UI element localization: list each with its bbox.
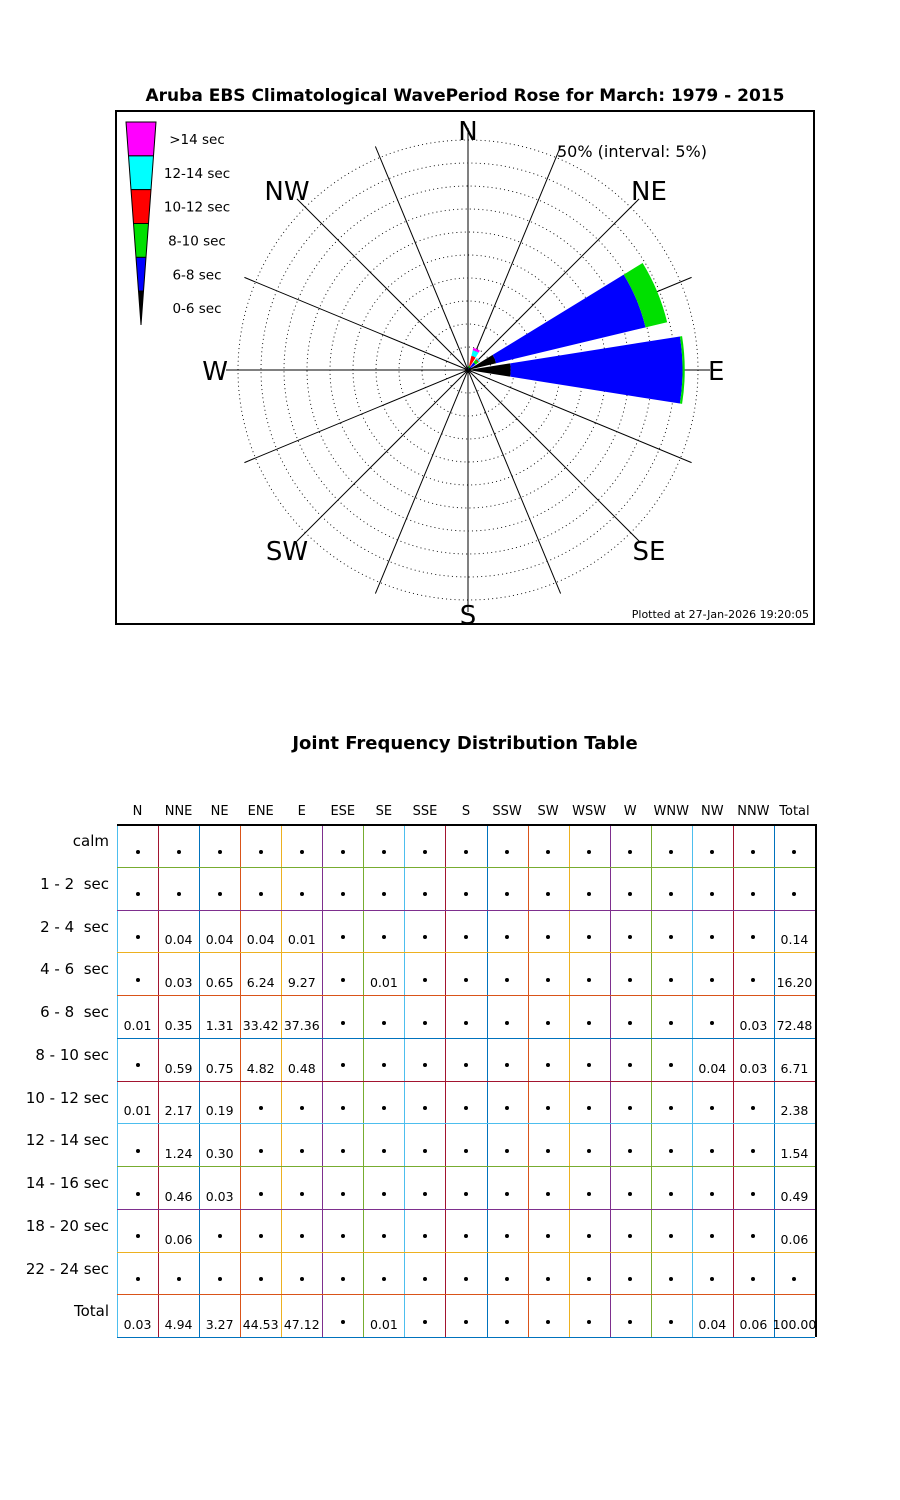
rose-spoke: [297, 370, 468, 541]
table-cell-value: 0.01: [123, 1017, 152, 1033]
plot-timestamp: Plotted at 27-Jan-2026 19:20:05: [631, 608, 809, 621]
grid-vline: [815, 824, 817, 1337]
table-cell-zero: [792, 892, 796, 896]
table-cell-zero: [587, 1021, 591, 1025]
table-cell-zero: [259, 892, 263, 896]
table-cell-zero: [751, 1149, 755, 1153]
table-cell-zero: [464, 892, 468, 896]
table-cell-value: 0.01: [123, 1103, 152, 1119]
table-cell-zero: [505, 1149, 509, 1153]
table-cell-zero: [710, 935, 714, 939]
grid-hline: [117, 995, 815, 996]
rose-spoke: [375, 146, 468, 370]
table-cell-zero: [136, 978, 140, 982]
table-cell-zero: [259, 1234, 263, 1238]
table-cell-value: 2.17: [164, 1103, 193, 1119]
table-cell-zero: [300, 1277, 304, 1281]
table-cell-zero: [710, 1192, 714, 1196]
table-cell-value: 9.27: [287, 975, 316, 990]
table-cell-zero: [505, 1063, 509, 1067]
table-cell-zero: [341, 1320, 345, 1324]
table-cell-zero: [628, 1320, 632, 1324]
table-cell-zero: [587, 1277, 591, 1281]
column-header-SSE: SSE: [412, 804, 438, 819]
table-cell-value: 16.20: [776, 975, 813, 990]
table-cell-value: 6.71: [780, 1060, 809, 1076]
table-cell-zero: [587, 1149, 591, 1153]
table-cell-zero: [669, 892, 673, 896]
table-cell-value: 0.06: [739, 1317, 768, 1332]
table-cell-zero: [464, 1063, 468, 1067]
table-cell-zero: [710, 1021, 714, 1025]
table-cell-zero: [300, 892, 304, 896]
table-cell-zero: [628, 935, 632, 939]
table-cell-value: 0.46: [164, 1188, 193, 1204]
table-cell-zero: [382, 1063, 386, 1067]
rose-direction-label-NW: NW: [264, 177, 310, 207]
table-cell-zero: [669, 978, 673, 982]
table-cell-zero: [177, 892, 181, 896]
table-cell-zero: [300, 1106, 304, 1110]
table-cell-zero: [382, 850, 386, 854]
table-cell-value: 47.12: [283, 1317, 320, 1332]
table-cell-zero: [423, 1192, 427, 1196]
table-cell-zero: [423, 892, 427, 896]
table-cell-zero: [587, 1234, 591, 1238]
table-cell-zero: [136, 892, 140, 896]
table-cell-zero: [546, 978, 550, 982]
table-cell-zero: [546, 892, 550, 896]
table-cell-zero: [464, 850, 468, 854]
table-cell-value: 0.04: [698, 1060, 727, 1076]
table-cell-zero: [300, 850, 304, 854]
table-cell-zero: [218, 1277, 222, 1281]
legend-label: 0-6 sec: [172, 301, 222, 318]
table-cell-zero: [505, 1277, 509, 1281]
table-cell-zero: [341, 1106, 345, 1110]
grid-hline: [117, 952, 815, 953]
column-header-WNW: WNW: [653, 804, 689, 819]
rose-spoke: [468, 370, 639, 541]
table-cell-zero: [546, 1277, 550, 1281]
row-label-6: 10 - 12 sec: [25, 1088, 109, 1107]
table-cell-zero: [423, 1063, 427, 1067]
rose-spoke: [468, 370, 561, 594]
table-cell-zero: [546, 1192, 550, 1196]
table-cell-zero: [628, 978, 632, 982]
table-cell-zero: [423, 1106, 427, 1110]
table-cell-zero: [464, 978, 468, 982]
rose-scale-annotation: 50% (interval: 5%): [557, 142, 707, 161]
table-cell-zero: [464, 1106, 468, 1110]
table-cell-zero: [628, 1021, 632, 1025]
table-cell-zero: [587, 1063, 591, 1067]
table-cell-zero: [505, 892, 509, 896]
table-cell-zero: [669, 1320, 673, 1324]
table-cell-zero: [382, 1021, 386, 1025]
legend-swatch-8-10sec: [134, 224, 149, 258]
table-cell-zero: [464, 1277, 468, 1281]
table-cell-zero: [259, 1192, 263, 1196]
legend-swatch-10-12sec: [131, 190, 151, 224]
table-cell-zero: [300, 1192, 304, 1196]
grid-hline: [117, 1294, 815, 1295]
table-cell-value: 0.65: [205, 975, 234, 990]
table-cell-zero: [546, 1106, 550, 1110]
table-cell-zero: [423, 935, 427, 939]
grid-hline: [117, 1038, 815, 1039]
table-cell-value: 100.00: [772, 1317, 817, 1332]
column-header-E: E: [297, 804, 306, 819]
row-label-4: 6 - 8 sec: [40, 1003, 109, 1021]
table-cell-zero: [218, 892, 222, 896]
table-cell-value: 0.01: [369, 975, 398, 990]
table-cell-zero: [464, 1149, 468, 1153]
table-cell-zero: [423, 1234, 427, 1238]
table-cell-zero: [505, 1234, 509, 1238]
table-cell-zero: [587, 1192, 591, 1196]
row-label-8: 14 - 16 sec: [25, 1174, 109, 1192]
table-cell-zero: [628, 850, 632, 854]
table-cell-zero: [259, 850, 263, 854]
table-cell-value: 0.48: [287, 1060, 316, 1076]
table-cell-zero: [505, 850, 509, 854]
table-cell-zero: [136, 850, 140, 854]
row-label-9: 18 - 20 sec: [25, 1216, 109, 1235]
column-header-NNE: NNE: [164, 804, 193, 819]
table-cell-zero: [628, 1192, 632, 1196]
table-cell-value: 44.53: [242, 1317, 279, 1332]
row-label-7: 12 - 14 sec: [25, 1131, 109, 1150]
table-cell-value: 0.75: [205, 1060, 234, 1076]
table-cell-zero: [341, 892, 345, 896]
table-cell-value: 3.27: [205, 1317, 234, 1332]
table-cell-zero: [341, 1149, 345, 1153]
table-cell-zero: [136, 1149, 140, 1153]
table-cell-zero: [341, 1277, 345, 1281]
table-cell-value: 0.03: [164, 975, 193, 990]
table-cell-zero: [341, 935, 345, 939]
table-cell-zero: [669, 1234, 673, 1238]
column-header-SE: SE: [375, 804, 393, 819]
row-label-1: 1 - 2 sec: [40, 874, 109, 893]
table-cell-zero: [710, 1106, 714, 1110]
table-cell-zero: [423, 1277, 427, 1281]
table-cell-zero: [341, 1192, 345, 1196]
table-cell-zero: [546, 1021, 550, 1025]
grid-hline: [117, 1081, 815, 1082]
table-cell-value: 4.94: [164, 1317, 193, 1332]
table-cell-zero: [300, 1234, 304, 1238]
table-cell-zero: [505, 935, 509, 939]
table-cell-zero: [669, 850, 673, 854]
table-cell-zero: [136, 935, 140, 939]
legend-swatch-12-14sec: [129, 156, 154, 190]
table-cell-zero: [587, 978, 591, 982]
table-cell-zero: [505, 978, 509, 982]
wave-rose-chart: [117, 112, 813, 623]
table-cell-zero: [710, 978, 714, 982]
table-cell-value: 0.04: [164, 932, 193, 948]
table-cell-value: 72.48: [776, 1017, 813, 1033]
table-cell-value: 0.04: [698, 1317, 727, 1332]
column-header-N: N: [132, 804, 143, 819]
table-cell-value: 2.38: [780, 1103, 809, 1119]
table-cell-zero: [382, 935, 386, 939]
table-cell-value: 0.03: [739, 1060, 768, 1076]
table-cell-zero: [669, 1106, 673, 1110]
table-cell-zero: [587, 1106, 591, 1110]
table-cell-zero: [669, 935, 673, 939]
table-cell-zero: [300, 1149, 304, 1153]
table-cell-zero: [136, 1063, 140, 1067]
table-cell-value: 0.04: [246, 932, 275, 948]
row-label-11: Total: [73, 1302, 109, 1321]
table-cell-zero: [464, 935, 468, 939]
table-cell-value: 0.14: [780, 932, 809, 948]
jfd-table: [25, 804, 817, 1337]
column-header-W: W: [623, 804, 637, 819]
table-cell-value: 0.30: [205, 1146, 234, 1161]
row-label-2: 2 - 4 sec: [40, 917, 109, 936]
table-cell-value: 0.03: [205, 1188, 234, 1204]
table-cell-value: 0.06: [780, 1231, 809, 1247]
table-cell-zero: [136, 1192, 140, 1196]
column-header-Total: Total: [779, 804, 810, 819]
column-header-WSW: WSW: [572, 804, 607, 819]
table-cell-zero: [341, 850, 345, 854]
table-cell-zero: [751, 892, 755, 896]
rose-direction-label-SE: SE: [632, 537, 666, 567]
rose-plot-frame: [115, 110, 815, 625]
table-cell-zero: [341, 1021, 345, 1025]
column-header-NNW: NNW: [737, 804, 770, 819]
table-cell-zero: [382, 1234, 386, 1238]
table-cell-zero: [382, 1106, 386, 1110]
table-cell-zero: [382, 1277, 386, 1281]
table-cell-zero: [628, 1063, 632, 1067]
grid-hline: [117, 1123, 815, 1124]
column-header-S: S: [461, 804, 471, 819]
table-cell-zero: [464, 1192, 468, 1196]
table-cell-zero: [259, 1149, 263, 1153]
table-cell-zero: [669, 1063, 673, 1067]
table-cell-value: 37.36: [283, 1017, 320, 1033]
table-cell-zero: [751, 1277, 755, 1281]
table-cell-zero: [177, 850, 181, 854]
table-cell-zero: [628, 892, 632, 896]
table-cell-zero: [423, 1021, 427, 1025]
table-cell-value: 0.01: [287, 932, 316, 948]
table-cell-zero: [464, 1234, 468, 1238]
table-cell-zero: [587, 935, 591, 939]
rose-direction-label-N: N: [458, 117, 478, 147]
table-cell-zero: [710, 892, 714, 896]
table-cell-zero: [587, 1320, 591, 1324]
table-cell-zero: [546, 1063, 550, 1067]
table-cell-zero: [382, 1149, 386, 1153]
table-cell-value: 0.01: [369, 1317, 398, 1332]
table-cell-value: 4.82: [246, 1060, 275, 1076]
grid-hline: [117, 910, 815, 911]
table-cell-zero: [751, 1192, 755, 1196]
row-label-10: 22 - 24 sec: [25, 1259, 109, 1278]
legend-label: 8-10 sec: [168, 233, 226, 250]
rose-direction-label-W: W: [202, 357, 228, 387]
column-header-NW: NW: [701, 804, 724, 819]
table-cell-zero: [669, 1277, 673, 1281]
table-cell-value: 0.19: [205, 1103, 234, 1119]
table-cell-zero: [382, 892, 386, 896]
table-cell-zero: [751, 978, 755, 982]
row-label-3: 4 - 6 sec: [40, 960, 109, 979]
legend-swatch-6-8sec: [136, 257, 146, 291]
table-cell-zero: [218, 1234, 222, 1238]
table-cell-value: 0.03: [739, 1017, 768, 1033]
table-cell-zero: [259, 1106, 263, 1110]
table-cell-zero: [669, 1149, 673, 1153]
jfd-table-title: Joint Frequency Distribution Table: [292, 733, 638, 754]
table-cell-zero: [218, 850, 222, 854]
table-cell-value: 0.49: [780, 1188, 809, 1204]
grid-hline: [117, 1337, 815, 1338]
table-cell-zero: [546, 1149, 550, 1153]
table-cell-zero: [423, 978, 427, 982]
column-header-NE: NE: [210, 804, 229, 819]
table-cell-zero: [505, 1106, 509, 1110]
table-cell-zero: [751, 1234, 755, 1238]
table-cell-zero: [546, 1234, 550, 1238]
table-cell-value: 0.59: [164, 1060, 193, 1076]
table-cell-zero: [341, 1234, 345, 1238]
table-cell-zero: [710, 1234, 714, 1238]
column-header-ENE: ENE: [247, 804, 274, 819]
table-cell-value: 1.54: [780, 1146, 809, 1161]
table-cell-zero: [710, 850, 714, 854]
rose-title: Aruba EBS Climatological WavePeriod Rose for March: 1979 - 2015: [145, 86, 785, 106]
table-cell-zero: [628, 1149, 632, 1153]
rose-direction-label-E: E: [708, 357, 725, 387]
rose-spoke: [244, 370, 468, 463]
rose-spoke: [244, 277, 468, 370]
table-cell-zero: [628, 1234, 632, 1238]
table-cell-zero: [710, 1277, 714, 1281]
table-cell-zero: [505, 1021, 509, 1025]
table-cell-zero: [464, 1320, 468, 1324]
table-cell-value: 0.35: [164, 1017, 193, 1033]
rose-direction-label-NE: NE: [631, 177, 667, 207]
row-label-0: calm: [72, 832, 109, 850]
table-cell-zero: [505, 1192, 509, 1196]
grid-hline: [117, 824, 815, 826]
table-cell-zero: [423, 1320, 427, 1324]
table-cell-zero: [710, 1149, 714, 1153]
table-cell-zero: [136, 1234, 140, 1238]
legend-swatch-0-6sec: [139, 291, 144, 325]
legend-label: 6-8 sec: [172, 267, 222, 284]
table-cell-zero: [505, 1320, 509, 1324]
legend-label: 10-12 sec: [163, 199, 231, 216]
table-cell-zero: [792, 1277, 796, 1281]
row-label-5: 8 - 10 sec: [35, 1045, 109, 1064]
table-cell-zero: [751, 850, 755, 854]
table-cell-zero: [259, 1277, 263, 1281]
table-cell-value: 6.24: [246, 975, 275, 990]
table-cell-value: 0.03: [123, 1317, 152, 1332]
table-cell-value: 0.06: [164, 1231, 193, 1247]
table-cell-value: 1.31: [205, 1017, 234, 1033]
table-cell-value: 33.42: [242, 1017, 279, 1033]
rose-spoke: [297, 199, 468, 370]
table-cell-zero: [546, 850, 550, 854]
table-cell-zero: [792, 850, 796, 854]
legend-label: 12-14 sec: [163, 165, 231, 182]
table-cell-zero: [669, 1192, 673, 1196]
table-cell-zero: [587, 892, 591, 896]
table-cell-zero: [628, 1277, 632, 1281]
table-cell-zero: [382, 1192, 386, 1196]
grid-hline: [117, 1209, 815, 1210]
table-cell-zero: [423, 1149, 427, 1153]
grid-hline: [117, 1166, 815, 1167]
table-cell-zero: [546, 935, 550, 939]
column-header-ESE: ESE: [330, 804, 356, 819]
table-cell-zero: [341, 978, 345, 982]
table-cell-zero: [751, 935, 755, 939]
table-cell-zero: [177, 1277, 181, 1281]
table-cell-zero: [464, 1021, 468, 1025]
rose-direction-label-SW: SW: [265, 537, 309, 567]
grid-hline: [117, 867, 815, 868]
table-cell-zero: [751, 1106, 755, 1110]
grid-hline: [117, 1252, 815, 1253]
table-cell-zero: [341, 1063, 345, 1067]
column-header-SW: SW: [537, 804, 559, 819]
table-cell-value: 0.04: [205, 932, 234, 948]
legend-swatch->14sec: [126, 122, 156, 156]
table-cell-zero: [587, 850, 591, 854]
table-cell-zero: [669, 1021, 673, 1025]
column-header-SSW: SSW: [492, 804, 522, 819]
legend-label: >14 sec: [169, 131, 225, 148]
rose-direction-label-S: S: [459, 601, 477, 623]
table-cell-value: 1.24: [164, 1146, 193, 1161]
table-cell-zero: [423, 850, 427, 854]
table-cell-zero: [546, 1320, 550, 1324]
rose-spoke: [375, 370, 468, 594]
table-cell-zero: [136, 1277, 140, 1281]
table-cell-zero: [628, 1106, 632, 1110]
